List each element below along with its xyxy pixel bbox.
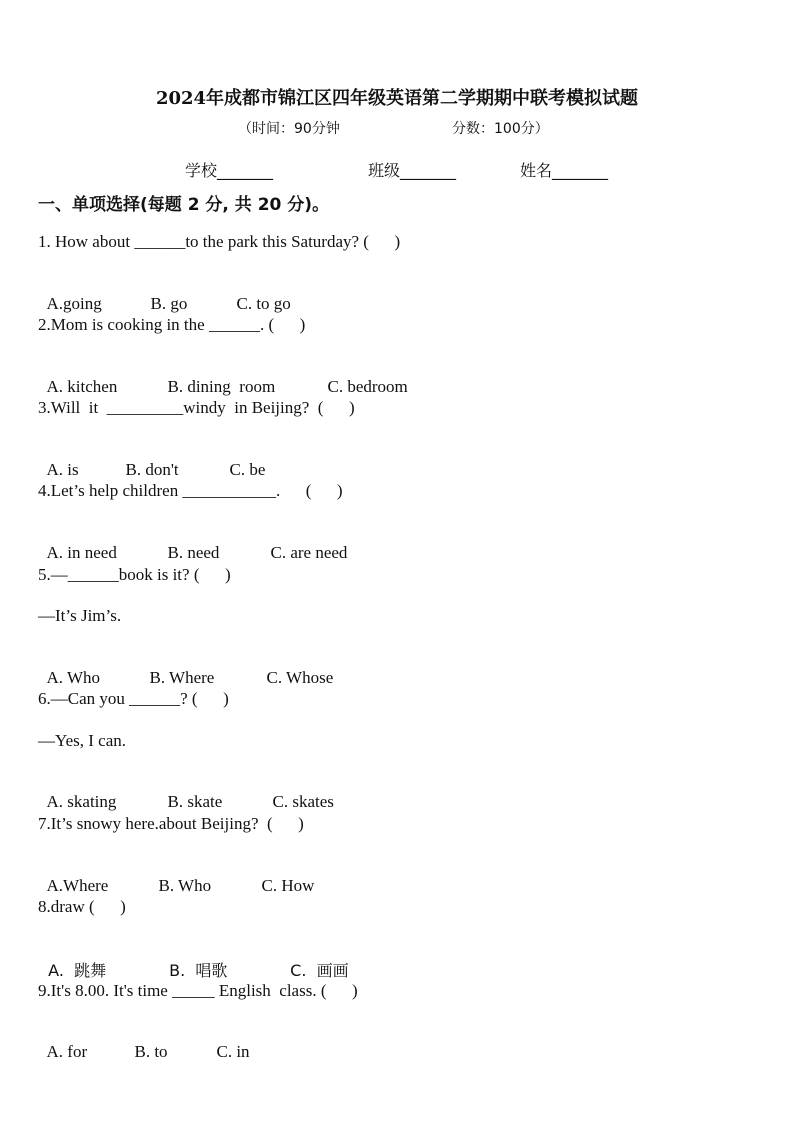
option-a: A. kitchen — [46, 377, 118, 396]
question-9-options — [38, 1022, 250, 1062]
question-8-stem: 8.draw ( ) — [38, 897, 126, 916]
question-3-stem: 3.Will it _________windy in Beijing? ( ) — [38, 398, 355, 417]
option-a: A. in need — [46, 543, 117, 562]
option-b: B. need — [167, 543, 220, 562]
question-5-options — [38, 648, 333, 688]
question-5-stem: 5.—______book is it? ( ) — [38, 565, 231, 584]
option-c: C. to go — [236, 294, 291, 313]
option-b: B. 唱歌 — [169, 961, 228, 980]
option-a: A.Where — [46, 876, 109, 895]
question-8-options — [38, 939, 349, 981]
question-5-reply: —It’s Jim’s. — [38, 606, 122, 625]
question-9-stem: 9.It's 8.00. It's time _____ English class. ( ) — [38, 981, 358, 1000]
option-c: C. Whose — [266, 668, 334, 687]
option-a: A. skating — [46, 792, 117, 811]
school-field: 学校_______ — [185, 161, 274, 180]
option-a: A. 跳舞 — [48, 961, 107, 980]
question-6-stem: 6.—Can you ______? ( ) — [38, 689, 229, 708]
option-b: B. Who — [158, 876, 212, 895]
question-2-options — [38, 357, 408, 397]
class-field: 班级_______ — [368, 161, 457, 180]
name-field: 姓名_______ — [520, 161, 609, 180]
option-c: C. skates — [272, 792, 334, 811]
question-2-stem: 2.Mom is cooking in the ______. ( ) — [38, 315, 306, 334]
question-1-stem: 1. How about ______to the park this Saturday? ( ) — [38, 232, 401, 251]
question-4-stem: 4.Let’s help children ___________. ( ) — [38, 481, 343, 500]
option-b: B. don't — [125, 460, 179, 479]
option-b: B. to — [134, 1042, 168, 1061]
exam-title: 2024年成都市锦江区四年级英语第二学期期中联考模拟试题 — [155, 88, 639, 109]
exam-time: （时间：90分钟 — [238, 121, 340, 137]
option-b: B. go — [150, 294, 188, 313]
question-7-options — [38, 856, 314, 896]
option-c: C. bedroom — [327, 377, 408, 396]
question-6-options — [38, 772, 334, 812]
option-c: C. be — [229, 460, 266, 479]
option-a: A. Who — [46, 668, 101, 687]
section-title: 一、单项选择(每题 2 分, 共 20 分)。 — [38, 195, 330, 215]
exam-score: 分数：100分） — [452, 121, 549, 137]
option-c: C. How — [261, 876, 315, 895]
option-c: C. in — [216, 1042, 250, 1061]
option-a: A. is — [46, 460, 79, 479]
option-a: A. for — [46, 1042, 88, 1061]
option-b: B. skate — [167, 792, 223, 811]
option-c: C. 画画 — [290, 961, 349, 980]
question-3-options — [38, 440, 265, 480]
option-c: C. are need — [270, 543, 348, 562]
question-7-stem: 7.It’s snowy here.about Beijing? ( ) — [38, 814, 304, 833]
option-a: A.going — [46, 294, 102, 313]
option-b: B. dining room — [167, 377, 276, 396]
question-6-reply: —Yes, I can. — [38, 731, 126, 750]
question-1-options — [38, 274, 291, 314]
question-4-options — [38, 523, 347, 563]
option-b: B. Where — [149, 668, 215, 687]
